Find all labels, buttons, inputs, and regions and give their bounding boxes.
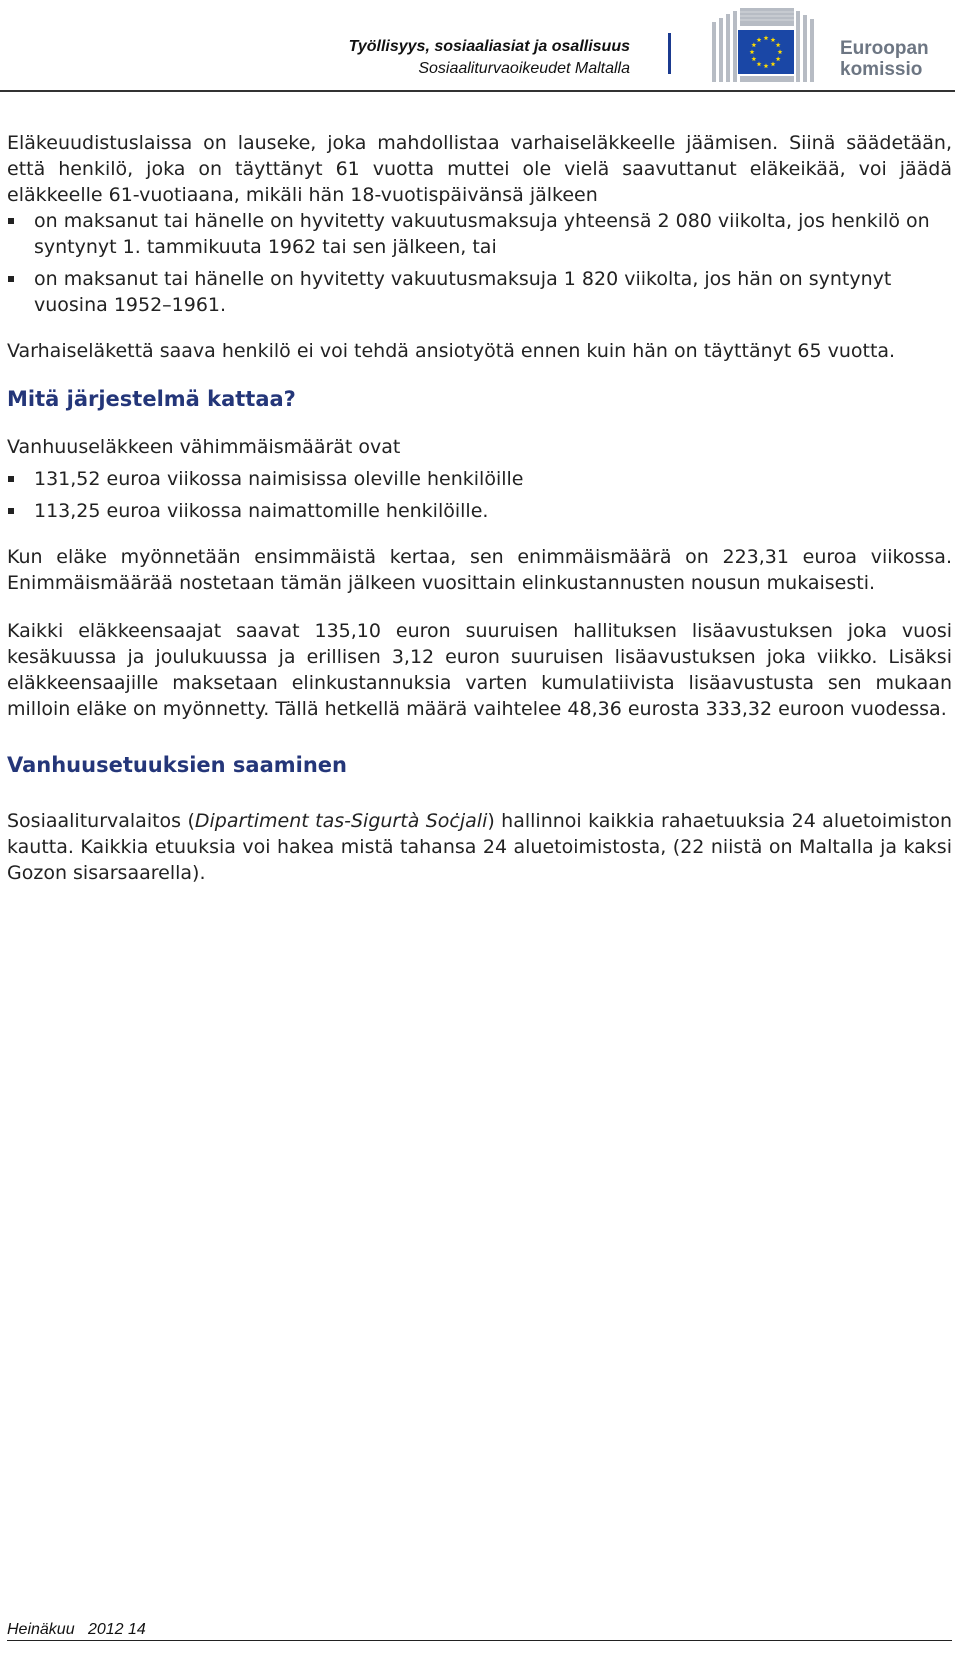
- list-item: [7, 498, 952, 524]
- footer-rule: [7, 1640, 952, 1641]
- bullet-icon: [8, 218, 14, 224]
- page-number: 14: [128, 1621, 146, 1638]
- footer-date: Heinäkuu: [7, 1621, 75, 1638]
- intro-paragraph: Eläkeuudistuslaissa on lauseke, joka mahdollistaa varhaiseläkkeelle jäämisen. Siinä säädetään, että henkilö, joka on täyttänyt 61 vuotta muttei ole vielä saavuttanut eläkeikää, voi jäädä eläkkeelle 61-vuotiaana, mikäli hän 18-vuotispäivänsä jälkeen: [7, 132, 952, 206]
- maximum-paragraph: Kun eläke myönnetään ensimmäistä kertaa, sen enimmäismäärä on 223,31 euroa viikossa. Enimmäismäärää nostetaan tämän jälkeen vuosittain elinkustannusten nousun mukaisesti.: [7, 546, 952, 594]
- eligibility-list: [7, 208, 952, 318]
- list-item-text: on maksanut tai hänelle on hyvitetty vakuutusmaksuja 1 820 viikolta, jos hän on syntynyt vuosina 1952–1961.: [34, 268, 892, 316]
- list-item-text: on maksanut tai hänelle on hyvitetty vakuutusmaksuja yhteensä 2 080 viikolta, jos henkilö on syntynyt 1. tammikuuta 1962 tai sen jälkeen, tai: [34, 210, 930, 258]
- header-text: [349, 36, 630, 80]
- logo-line-1: Euroopan: [840, 38, 929, 59]
- list-item: [7, 266, 952, 318]
- obtaining-paragraph: [7, 808, 952, 886]
- european-commission-logo: [708, 2, 953, 86]
- agency-name: Dipartiment tas-Sigurtà Soċjali: [194, 810, 488, 832]
- eu-flag-icon: [738, 30, 794, 74]
- document-body: [7, 130, 952, 886]
- list-item-text: 113,25 euroa viikossa naimattomille henkilöille.: [34, 500, 489, 522]
- list-item-text: 131,52 euroa viikossa naimisissa oleville henkilöille: [34, 468, 524, 490]
- header-rule: [0, 90, 955, 92]
- list-item: [7, 208, 952, 260]
- heading-coverage: Mitä järjestelmä kattaa?: [7, 387, 296, 411]
- footer-year: 2012: [87, 1621, 124, 1638]
- minimum-amounts-list: [7, 466, 952, 524]
- header-subtitle: Sosiaaliturvaoikeudet Maltalla: [418, 60, 630, 77]
- heading-obtaining: Vanhuusetuuksien saaminen: [7, 753, 347, 777]
- page-header: [0, 0, 960, 92]
- bullet-icon: [8, 508, 14, 514]
- bullet-icon: [8, 276, 14, 282]
- obtaining-text-start: Sosiaaliturvalaitos (: [7, 810, 195, 832]
- header-title: Työllisyys, sosiaaliasiat ja osallisuus: [348, 38, 630, 55]
- supplement-paragraph: Kaikki eläkkeensaajat saavat 135,10 euron suuruisen hallituksen lisäavustuksen joka vuosi kesäkuussa ja joulukuussa ja erillisen 3,12 euron suuruisen lisäavustuksen joka viikko. Lisäksi eläkkeensaajille maksetaan elinkustannuksia varten kumulatiivista lisäavustusta sen mukaan milloin eläke on myönnetty. Tällä hetkellä määrä vaihtelee 48,36 eurosta 333,32 euroon vuodessa.: [7, 620, 952, 720]
- logo-line-2: komissio: [840, 59, 923, 80]
- obtaining-text-end: ) hallinnoi kaikkia rahaetuuksia 24 aluetoimiston kautta. Kaikkia etuuksia voi hakea mistä tahansa 24 aluetoimistosta, (22 niistä on Maltalla ja kaksi Gozon sisarsaarella).: [7, 810, 952, 884]
- minimum-intro: Vanhuuseläkkeen vähimmäismäärät ovat: [7, 436, 401, 458]
- early-pension-paragraph: Varhaiseläkettä saava henkilö ei voi tehdä ansiotyötä ennen kuin hän on täyttänyt 65 vuotta.: [7, 340, 896, 362]
- header-divider: [668, 33, 671, 74]
- page-footer: [7, 1621, 146, 1639]
- bullet-icon: [8, 476, 14, 482]
- logo-text: [840, 38, 929, 80]
- list-item: [7, 466, 952, 492]
